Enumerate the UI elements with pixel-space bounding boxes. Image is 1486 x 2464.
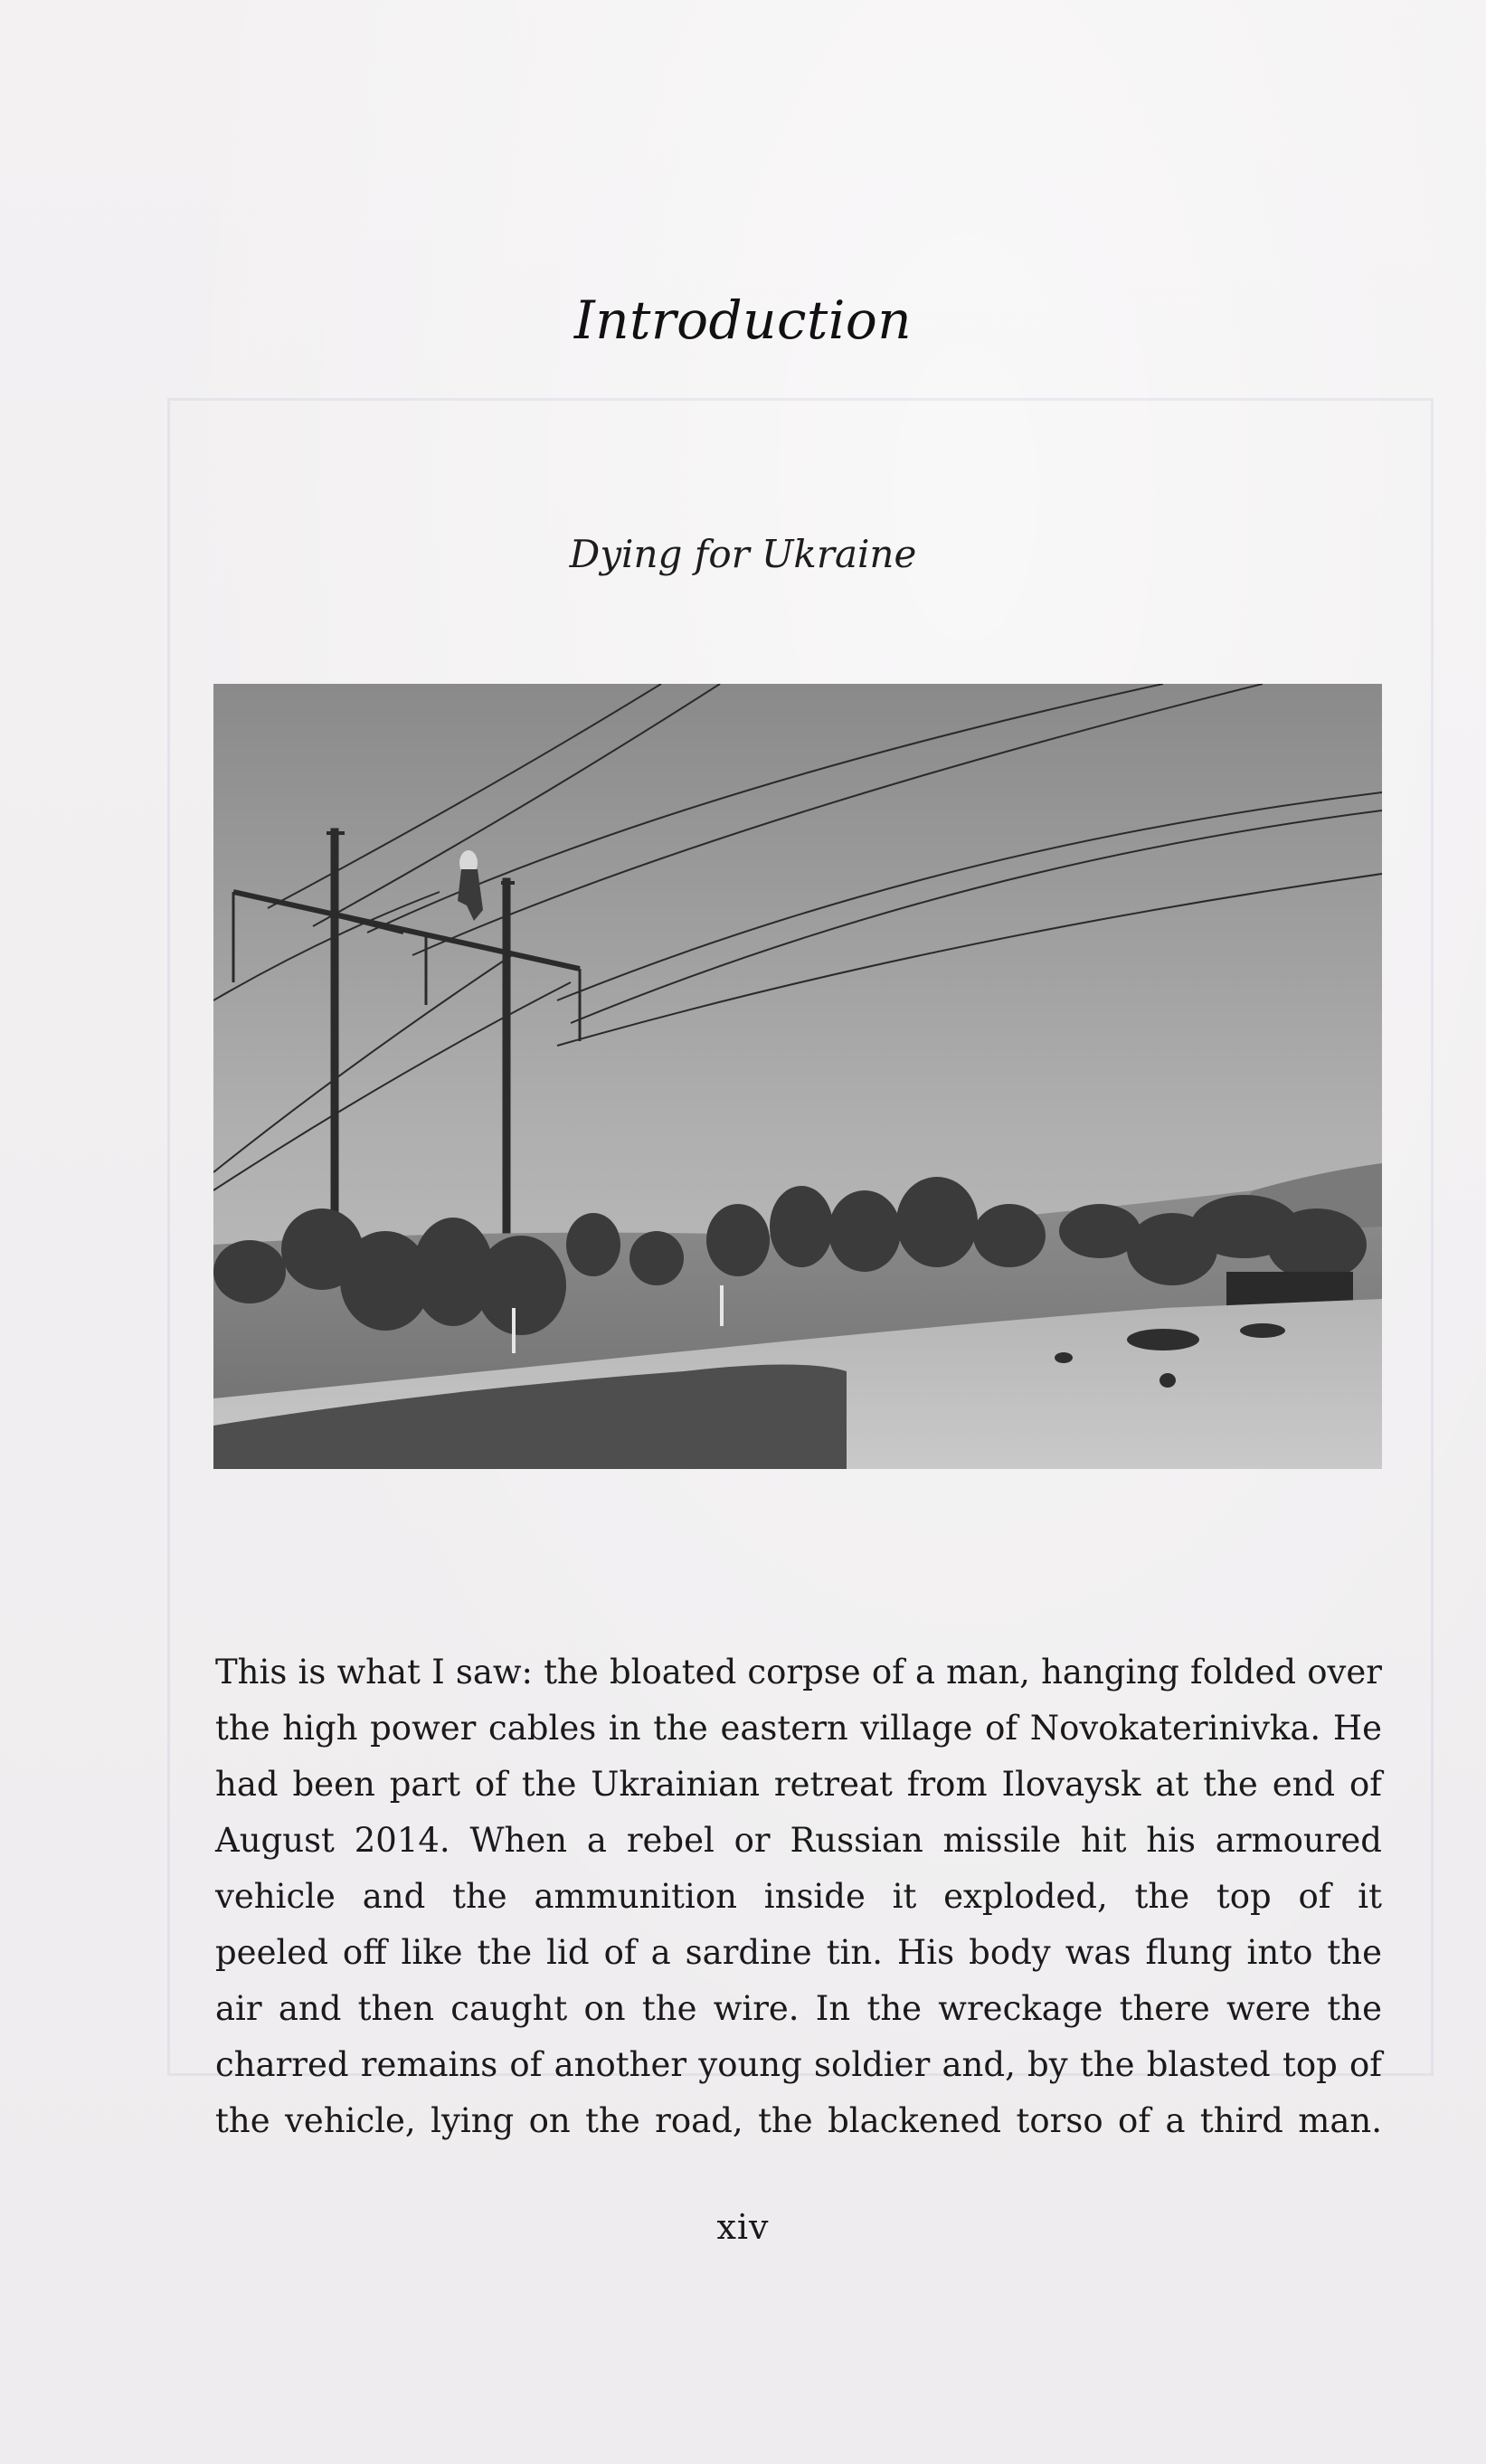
landscape-photograph <box>213 684 1382 1469</box>
chapter-title: Introduction <box>573 289 913 351</box>
text-line: had been part of the Ukrainian retreat from Ilovaysk at the end of <box>215 1765 1382 1804</box>
text-line: vehicle and the ammunition inside it exploded, the top of it <box>215 1877 1382 1916</box>
text-line: This is what I saw: the bloated corpse of a man, hanging folded over <box>215 1653 1382 1692</box>
chapter-subtitle: Dying for Ukraine <box>569 532 917 576</box>
text-line: peeled off like the lid of a sardine tin. His body was flung into the <box>215 1933 1382 1972</box>
text-line: the high power cables in the eastern village of Novokaterinivka. He <box>215 1709 1382 1748</box>
text-line: air and then caught on the wire. In the wreckage there were the <box>215 1989 1382 2028</box>
text-line: charred remains of another young soldier and, by the blasted top of <box>215 2045 1382 2084</box>
text-line: August 2014. When a rebel or Russian missile hit his armoured <box>215 1821 1382 1860</box>
body-paragraph <box>215 1644 1382 2149</box>
photo-illustration <box>213 684 1382 1469</box>
text-line: the vehicle, lying on the road, the blackened torso of a third man. <box>215 2101 1382 2140</box>
page-number: xiv <box>716 2207 770 2247</box>
